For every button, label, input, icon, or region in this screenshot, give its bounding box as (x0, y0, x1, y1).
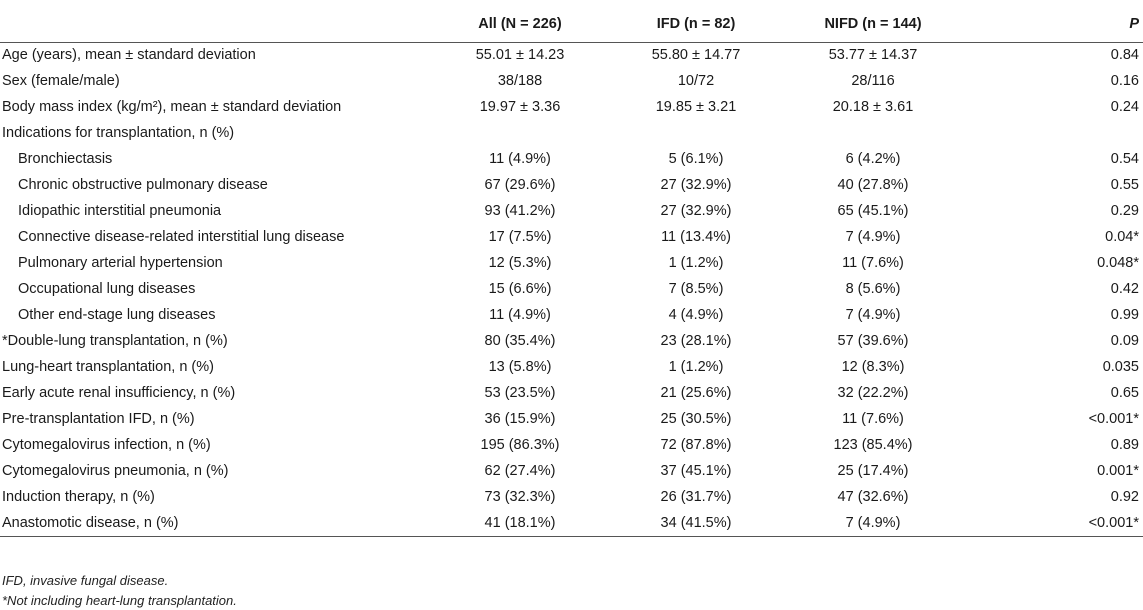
cell-all: 36 (15.9%) (484, 411, 556, 427)
table-row (0, 380, 1143, 406)
cell-nifd: 57 (39.6%) (837, 333, 909, 349)
row-label: Idiopathic interstitial pneumonia (18, 203, 222, 219)
cell-all: 55.01 ± 14.23 (475, 47, 565, 64)
table-row (0, 458, 1143, 484)
cell-p-value: 0.65 (1110, 385, 1139, 401)
cell-nifd: 20.18 ± 3.61 (832, 99, 914, 115)
cell-ifd: 10/72 (677, 73, 715, 89)
row-label: Induction therapy, n (%) (2, 489, 155, 505)
row-label: Bronchiectasis (18, 151, 113, 167)
row-label: Pulmonary arterial hypertension (18, 255, 223, 271)
cell-all: 41 (18.1%) (432, 510, 608, 536)
row-label: *Double-lung transplantation, n (%) (2, 333, 228, 349)
cell-ifd: 1 (1.2%) (668, 359, 724, 375)
cell-p-value: 0.92 (1110, 489, 1139, 505)
cell-ifd: 25 (30.5%) (660, 411, 732, 427)
cell-p-value: 0.035 (1102, 359, 1139, 375)
cell-nifd: 12 (8.3%) (841, 359, 905, 375)
cell-nifd: 7 (4.9%) (784, 510, 962, 536)
row-label: Chronic obstructive pulmonary disease (18, 177, 268, 193)
cell-all: 17 (7.5%) (488, 229, 552, 245)
cell-all: 13 (5.8%) (488, 359, 552, 375)
cell-ifd: 34 (41.5%) (608, 510, 784, 536)
cell-nifd: 47 (32.6%) (837, 489, 909, 505)
cell-nifd: 11 (7.6%) (842, 255, 904, 271)
cell-nifd: 6 (4.2%) (845, 151, 901, 167)
cell-all: 53 (23.5%) (484, 385, 556, 401)
table-row (0, 432, 1143, 458)
table-row (0, 276, 1143, 302)
row-label: Anastomotic disease, n (%) (0, 510, 432, 536)
row-label: Cytomegalovirus pneumonia, n (%) (2, 463, 229, 479)
cell-ifd: 1 (1.2%) (668, 255, 724, 271)
table-row (0, 354, 1143, 380)
table-row (0, 172, 1143, 198)
row-label: Early acute renal insufficiency, n (%) (2, 385, 236, 401)
table-row (0, 224, 1143, 250)
cell-ifd: 7 (8.5%) (668, 281, 724, 297)
table-row (0, 406, 1143, 432)
row-label: Connective disease-related interstitial lung disease (18, 229, 345, 245)
cell-ifd: 26 (31.7%) (660, 489, 732, 505)
cell-p-value (962, 120, 1143, 146)
cell-p-value: 0.29 (1110, 203, 1139, 219)
header-p: P (962, 6, 1143, 42)
cell-nifd: 28/116 (851, 73, 895, 89)
cell-ifd: 4 (4.9%) (668, 307, 724, 323)
table-row (0, 42, 1143, 68)
cell-all: 67 (29.6%) (484, 177, 556, 193)
table-row (0, 484, 1143, 510)
table-row (0, 120, 1143, 146)
table-row (0, 146, 1143, 172)
cell-all: 19.97 ± 3.36 (479, 99, 561, 115)
cell-all: 12 (5.3%) (488, 255, 552, 271)
table-row (0, 302, 1143, 328)
footnote-heart-lung: *Not including heart-lung transplantation. (2, 593, 237, 608)
row-label: Indications for transplantation, n (%) (2, 125, 235, 141)
table-header (0, 6, 1143, 42)
cell-ifd: 11 (13.4%) (661, 229, 731, 245)
cell-nifd: 53.77 ± 14.37 (828, 47, 918, 64)
cell-all: 62 (27.4%) (484, 463, 556, 479)
header-row (0, 6, 1143, 42)
cell-all: 15 (6.6%) (488, 281, 552, 297)
cell-all: 73 (32.3%) (484, 489, 556, 505)
cell-p-value: 0.42 (1110, 281, 1139, 297)
cell-p-value: 0.09 (1110, 333, 1139, 349)
table-row (0, 94, 1143, 120)
cell-nifd: 11 (7.6%) (842, 411, 904, 427)
cell-all: 195 (86.3%) (480, 437, 560, 453)
table-row (0, 250, 1143, 276)
header-nifd: NIFD (n = 144) (784, 6, 962, 42)
header-label-col (0, 6, 432, 42)
cell-p-value: 0.001* (1097, 463, 1139, 479)
cell-ifd (608, 120, 784, 146)
cell-p-value: 0.16 (1110, 73, 1139, 89)
row-label: Occupational lung diseases (18, 281, 196, 297)
cell-p-value: 0.048* (1097, 255, 1139, 271)
cell-ifd: 72 (87.8%) (660, 437, 732, 453)
row-label: Cytomegalovirus infection, n (%) (2, 437, 211, 453)
header-ifd: IFD (n = 82) (608, 6, 784, 42)
cell-all: 93 (41.2%) (484, 203, 556, 219)
cell-all: 38/188 (497, 73, 543, 89)
cell-ifd: 23 (28.1%) (660, 333, 732, 349)
cell-nifd (784, 120, 962, 146)
cell-all: 11 (4.9%) (489, 307, 551, 323)
cell-ifd: 55.80 ± 14.77 (651, 47, 741, 64)
cell-nifd: 25 (17.4%) (837, 463, 909, 479)
cell-nifd: 32 (22.2%) (837, 385, 909, 401)
row-label: Lung-heart transplantation, n (%) (2, 359, 214, 375)
table-row (0, 198, 1143, 224)
table-row (0, 68, 1143, 94)
cell-ifd: 37 (45.1%) (660, 463, 732, 479)
cell-nifd: 40 (27.8%) (837, 177, 909, 193)
row-label: Sex (female/male) (2, 73, 120, 89)
table-body (0, 42, 1143, 536)
cell-p-value: 0.24 (1110, 99, 1139, 115)
cell-ifd: 27 (32.9%) (660, 177, 732, 193)
row-label: Body mass index (kg/m²), mean ± standard deviation (2, 99, 342, 115)
cell-ifd: 27 (32.9%) (660, 203, 732, 219)
cell-p-value: 0.54 (1110, 151, 1139, 167)
row-label: Pre-transplantation IFD, n (%) (2, 411, 195, 427)
row-label: Other end-stage lung diseases (18, 307, 216, 323)
cell-nifd: 123 (85.4%) (833, 437, 913, 453)
cell-nifd: 7 (4.9%) (845, 307, 901, 323)
table-row (0, 328, 1143, 354)
table-row (0, 510, 1143, 536)
cell-all (432, 120, 608, 146)
cell-ifd: 5 (6.1%) (668, 151, 724, 167)
header-all: All (N = 226) (432, 6, 608, 42)
cell-p-value: 0.55 (1110, 177, 1139, 193)
footnote-ifd: IFD, invasive fungal disease. (2, 573, 169, 588)
cell-p-value: <0.001* (962, 510, 1143, 536)
cell-ifd: 21 (25.6%) (660, 385, 732, 401)
cell-p-value: 0.99 (1110, 307, 1139, 323)
characteristics-table (0, 6, 1143, 537)
cell-all: 80 (35.4%) (484, 333, 556, 349)
cell-nifd: 8 (5.6%) (845, 281, 901, 297)
row-label: Age (years), mean ± standard deviation (2, 47, 256, 64)
cell-nifd: 65 (45.1%) (837, 203, 909, 219)
cell-all: 11 (4.9%) (489, 151, 551, 167)
cell-p-value: 0.04* (1105, 229, 1139, 245)
cell-p-value: 0.84 (1110, 47, 1139, 64)
cell-nifd: 7 (4.9%) (845, 229, 901, 245)
cell-p-value: 0.89 (1110, 437, 1139, 453)
cell-p-value: <0.001* (1088, 411, 1139, 427)
cell-ifd: 19.85 ± 3.21 (655, 99, 737, 115)
